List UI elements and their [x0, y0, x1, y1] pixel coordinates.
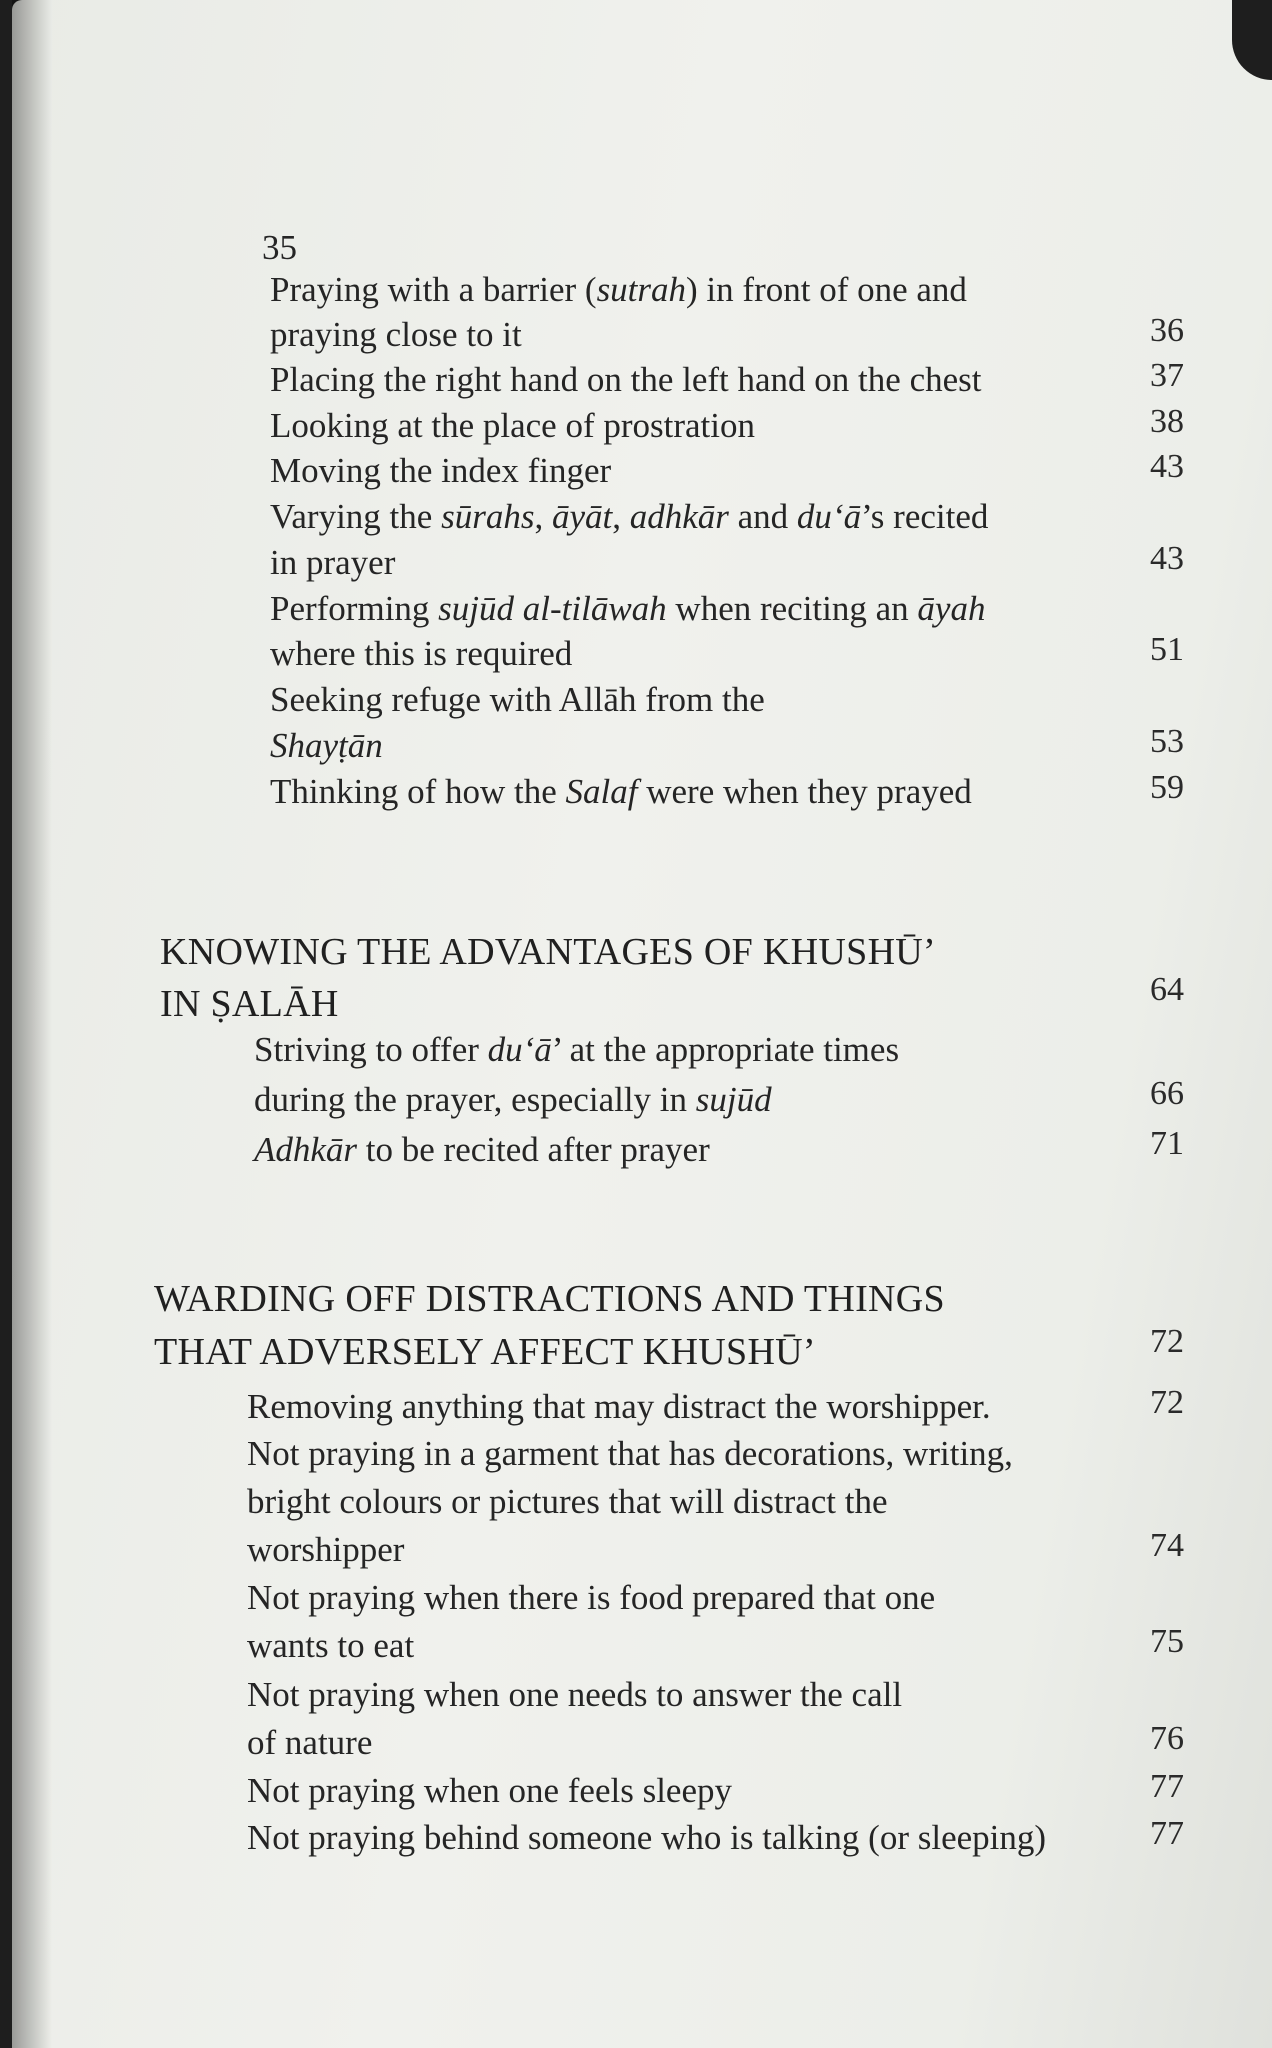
toc-page-number: 43 — [1150, 540, 1184, 577]
toc-page-number: 72 — [1150, 1384, 1184, 1421]
toc-entry-text: Striving to offer du‘ā’ at the appropriate times — [254, 1030, 900, 1069]
toc-entry-text: Seeking refuge with Allāh from the — [270, 680, 765, 719]
toc-page-number: 38 — [1150, 403, 1184, 440]
section-heading: WARDING OFF DISTRACTIONS AND THINGS — [154, 1278, 945, 1320]
toc-entry-text: Not praying when one feels sleepy — [247, 1771, 732, 1810]
section-heading: KNOWING THE ADVANTAGES OF KHUSHŪ’ — [160, 931, 937, 973]
toc-page-number: 75 — [1150, 1623, 1184, 1660]
toc-entry-text: Praying with a barrier (sutrah) in front of one and — [270, 270, 967, 309]
toc-entry-text: Not praying in a garment that has decorations, writing, — [247, 1434, 1013, 1473]
toc-entry-text: Adhkār to be recited after prayer — [254, 1130, 710, 1169]
toc-entry-text: Not praying behind someone who is talking (or sleeping) — [247, 1818, 1047, 1857]
toc-entry-text: during the prayer, especially in sujūd — [254, 1080, 772, 1119]
toc-entry-text: of nature — [247, 1723, 373, 1762]
toc-page-number: 72 — [1150, 1323, 1184, 1360]
toc-page-number: 37 — [1150, 357, 1184, 394]
toc-entry-text: Placing the right hand on the left hand on the chest — [270, 360, 982, 399]
toc-entry-text: wants to eat — [247, 1626, 415, 1665]
toc-entry-text: Looking at the place of prostration — [270, 406, 755, 445]
top-page-number: 35 — [262, 228, 297, 267]
toc-entry-text: Performing sujūd al-tilāwah when reciting an āyah — [270, 589, 986, 628]
toc-entry-text: Thinking of how the Salaf were when they prayed — [270, 772, 972, 811]
toc-page-number: 71 — [1150, 1125, 1184, 1162]
section-heading: THAT ADVERSELY AFFECT KHUSHŪ’ — [154, 1331, 816, 1373]
toc-page-number: 43 — [1150, 448, 1184, 485]
book-page — [12, 0, 1272, 2048]
toc-page-number: 53 — [1150, 723, 1184, 760]
section-heading: IN ṢALĀH — [160, 983, 339, 1025]
table-of-contents — [12, 0, 1272, 2048]
toc-entry-text: praying close to it — [270, 315, 522, 354]
toc-entry-text: where this is required — [270, 634, 573, 673]
toc-page-number: 76 — [1150, 1720, 1184, 1757]
toc-entry-text: Moving the index finger — [270, 451, 612, 490]
toc-page-number: 51 — [1150, 631, 1184, 668]
toc-page-number: 66 — [1150, 1075, 1184, 1112]
toc-entry-text: Not praying when there is food prepared that one — [247, 1578, 936, 1617]
toc-entry-text: worshipper — [247, 1530, 405, 1569]
toc-page-number: 36 — [1150, 312, 1184, 349]
toc-page-number: 77 — [1150, 1815, 1184, 1852]
toc-page-number: 74 — [1150, 1527, 1184, 1564]
toc-entry-text: Not praying when one needs to answer the call — [247, 1675, 903, 1714]
toc-page-number: 64 — [1150, 971, 1184, 1008]
toc-entry-text: Removing anything that may distract the worshipper. — [247, 1387, 991, 1426]
toc-page-number: 77 — [1150, 1768, 1184, 1805]
toc-entry-text: Varying the sūrahs, āyāt, adhkār and du‘ā’s recited — [270, 497, 989, 536]
toc-page-number: 59 — [1150, 769, 1184, 806]
toc-entry-text: in prayer — [270, 543, 396, 582]
toc-entry-text: Shayṭān — [270, 726, 383, 765]
toc-entry-text: bright colours or pictures that will distract the — [247, 1482, 888, 1521]
